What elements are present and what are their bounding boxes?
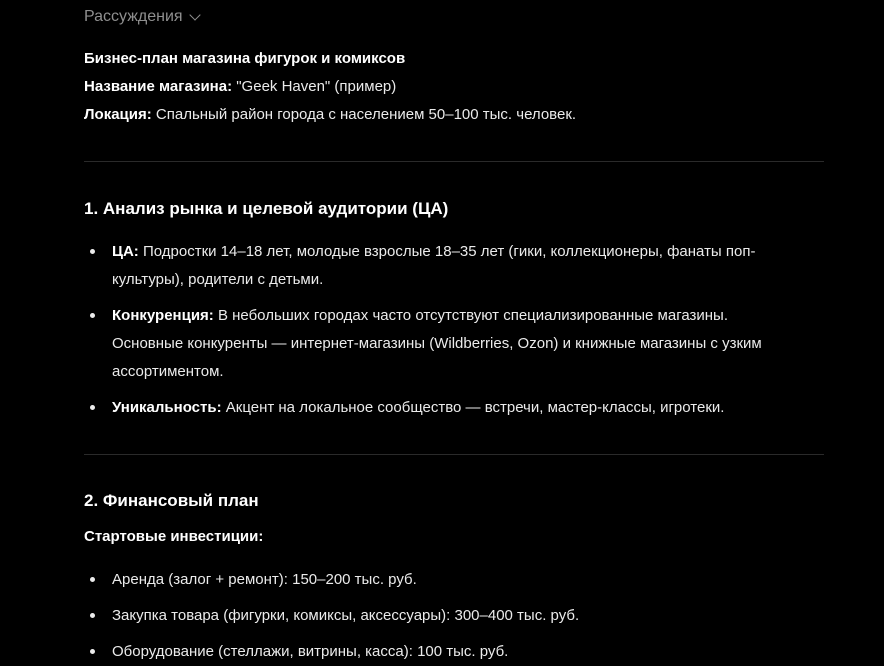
reasoning-label: Рассуждения	[84, 8, 183, 25]
bullet	[90, 613, 95, 618]
list-item	[112, 602, 802, 630]
bullet	[90, 649, 95, 654]
divider	[84, 454, 824, 455]
item-text: Закупка товара (фигурки, комиксы, аксессуары): 300–400 тыс. руб.	[112, 607, 580, 624]
section-2-heading: 2. Финансовый план	[84, 491, 259, 510]
item-text: Аренда (залог + ремонт): 150–200 тыс. руб.	[112, 571, 417, 588]
list-item	[112, 238, 802, 294]
item-text: Оборудование (стеллажи, витрины, касса): 100 тыс. руб.	[112, 643, 509, 660]
shop-name-line	[84, 77, 396, 97]
bullet	[90, 313, 95, 318]
shop-name-value: "Geek Haven" (пример)	[232, 78, 397, 95]
location-line	[84, 105, 576, 125]
list-item	[112, 566, 802, 594]
location-value: Спальный район города с населением 50–100 тыс. человек.	[151, 106, 577, 123]
list-item	[112, 302, 802, 386]
item-text: В небольших городах часто отсутствуют специализированные магазины. Основные конкуренты — интернет-магазины (Wildberries, Ozon) и книжные магазины с узким ассортиментом.	[112, 307, 762, 380]
divider	[84, 161, 824, 162]
bullet	[90, 405, 95, 410]
list-item	[112, 638, 802, 666]
chevron-down-icon	[189, 9, 200, 20]
bullet	[90, 249, 95, 254]
location-label: Локация:	[84, 106, 152, 123]
bullet	[90, 577, 95, 582]
item-label: Уникальность:	[112, 399, 222, 416]
list-item	[112, 394, 802, 422]
section-1-heading: 1. Анализ рынка и целевой аудитории (ЦА)	[84, 199, 449, 218]
item-text: Подростки 14–18 лет, молодые взрослые 18–35 лет (гики, коллекционеры, фанаты поп-культуры), родители с детьми.	[112, 243, 756, 288]
shop-name-label: Название магазина:	[84, 78, 233, 95]
item-label: ЦА:	[112, 243, 139, 260]
plan-title	[84, 49, 405, 69]
reasoning-toggle[interactable]	[84, 6, 199, 28]
item-text: Акцент на локальное сообщество — встречи, мастер-классы, игротеки.	[221, 399, 725, 416]
plan-title-text: Бизнес-план магазина фигурок и комиксов	[84, 50, 406, 67]
startup-investments-heading: Стартовые инвестиции:	[84, 528, 264, 545]
item-label: Конкуренция:	[112, 307, 214, 324]
